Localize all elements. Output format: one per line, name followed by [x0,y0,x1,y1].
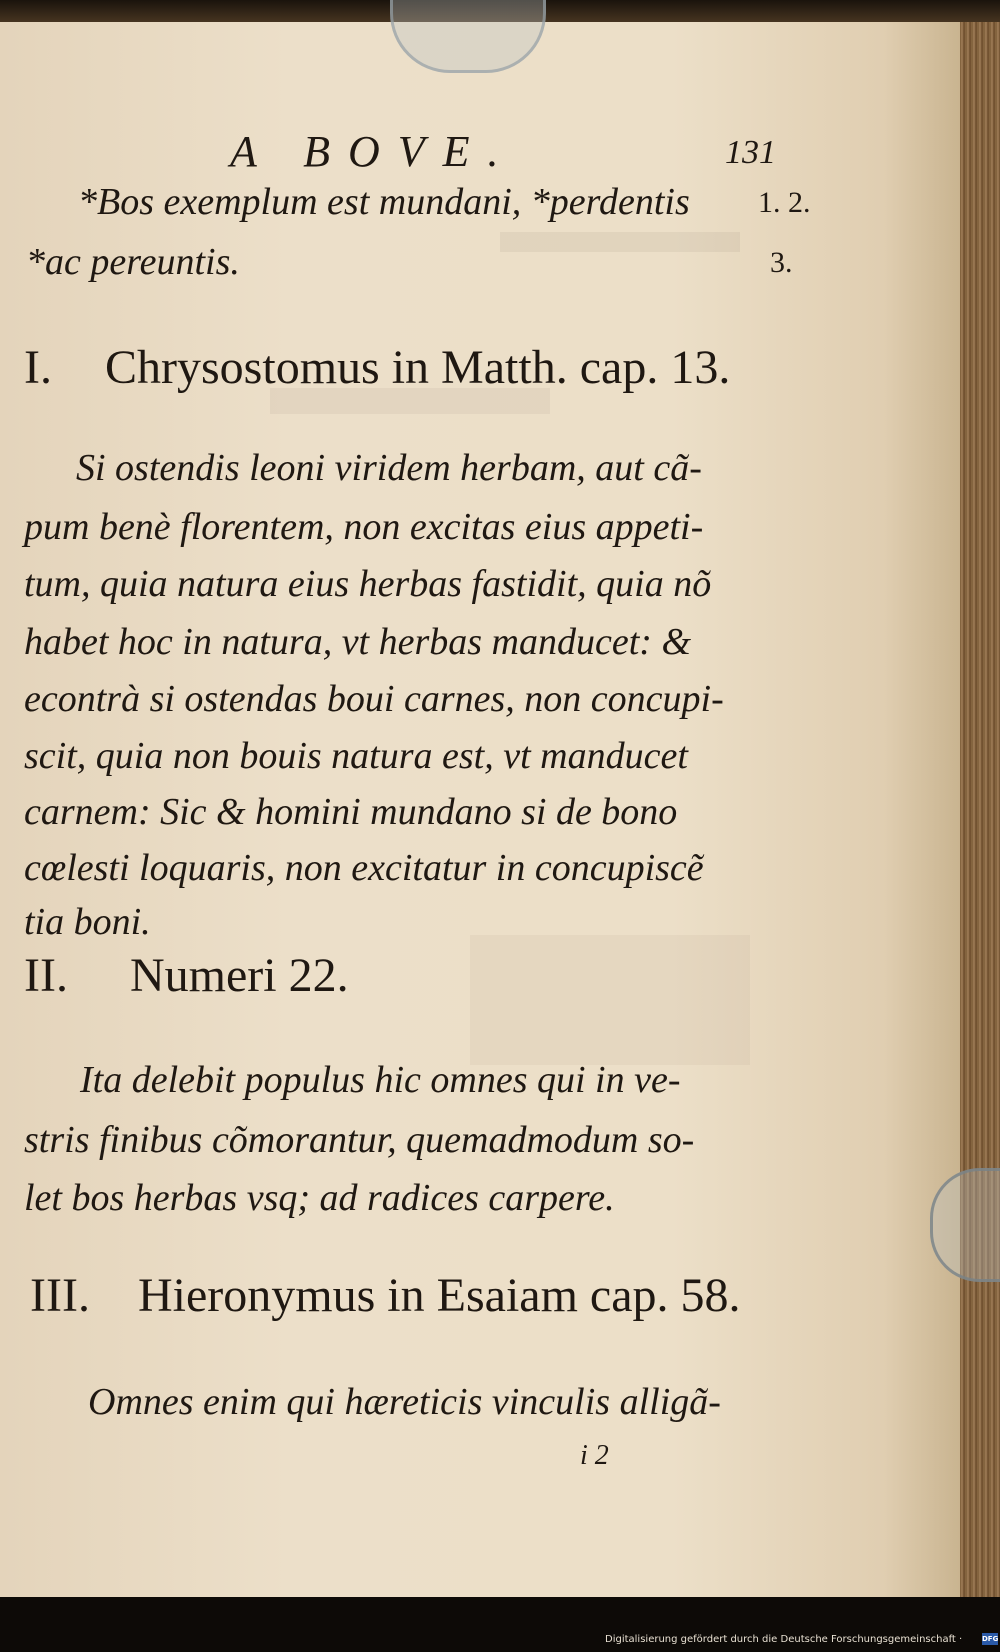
running-title: A BOVE. [230,127,517,176]
text-line: tia boni. [24,901,151,943]
section-numeral: II. [24,949,68,1002]
dfg-logo-icon: DFG [982,1635,999,1643]
digitization-credit: Digitalisierung gefördert durch die Deutsche Forschungsgemeinschaft · [605,1634,963,1645]
text-line: cœlesti loquaris, non excitatur in concupiscẽ [24,847,704,889]
intro-line-1: *Bos exemplum est mundani, *perdentis [78,181,690,223]
intro-line-2: *ac pereuntis. [26,241,240,283]
section-source: Numeri 22. [130,949,349,1002]
section-source: Hieronymus in Esaiam cap. 58. [138,1269,741,1322]
text-line: Ita delebit populus hic omnes qui in ve- [80,1059,681,1101]
text-line: Si ostendis leoni viridem herbam, aut cã- [76,447,702,489]
text-line: stris finibus cõmorantur, quemadmodum so- [24,1119,695,1161]
intro-margin-2: 3. [770,246,793,279]
text-line: carnem: Sic & homini mundano si de bono [24,791,678,833]
section-source: Chrysostomus in Matth. cap. 13. [105,341,731,394]
text-line: scit, quia non bouis natura est, vt manducet [24,735,688,777]
text-line: pum benè florentem, non excitas eius appeti- [24,506,704,548]
text-line: let bos herbas vsq; ad radices carpere. [24,1177,615,1219]
text-line: econtrà si ostendas boui carnes, non concupi- [24,678,724,720]
page-number: 131 [725,134,776,171]
section-numeral: I. [24,341,52,394]
signature-mark: i 2 [580,1440,609,1471]
text-line: habet hoc in natura, vt herbas manducet: & [24,621,692,663]
text-line: Omnes enim qui hæreticis vinculis alligã- [88,1381,721,1423]
page-edges [960,22,1000,1597]
bleed-through-mark [470,935,750,1065]
bleed-through-mark [500,232,740,252]
text-line: tum, quia natura eius herbas fastidit, quia nõ [24,563,712,605]
intro-margin-1: 1. 2. [758,186,811,219]
section-numeral: III. [30,1269,90,1322]
